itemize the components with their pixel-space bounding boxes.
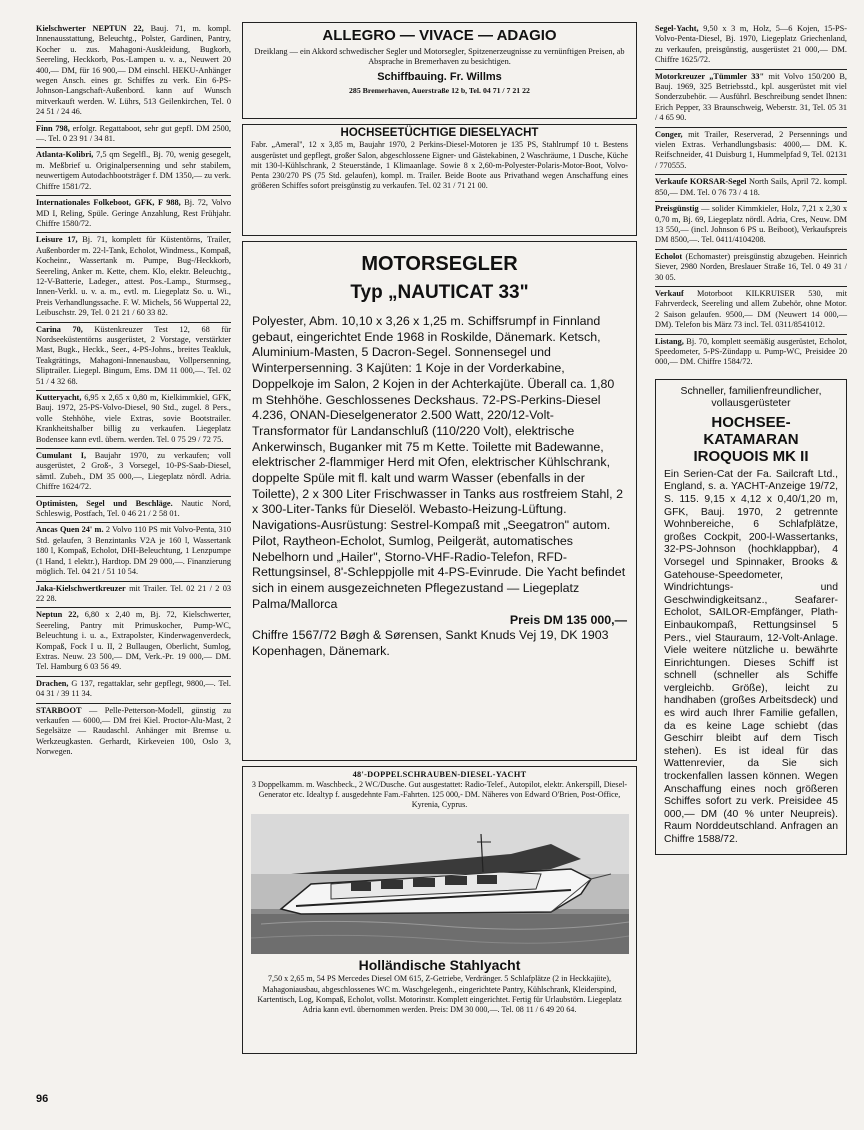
classified-ad [36,582,231,609]
ad-keyword: Echolot [655,251,683,261]
allegro-ad-box [242,22,637,119]
classified-ad [36,233,231,322]
doppelschrauben-headline: 48'-DOPPELSCHRAUBEN-DIESEL-YACHT [352,770,527,779]
classified-ad [655,22,847,70]
ad-text: (Echomaster) preisgünstig abzugeben. Heinrich Siever, 2980 Norden, Breslauer Straße 16, Tel. 0 49 31 / 30 05. [655,251,848,282]
ad-text: G 137, regattaklar, sehr gepflegt, 9800,—. Tel. 04 31 / 39 11 34. [36,678,232,699]
nauticat-price: Preis DM 135 000,— [509,613,627,628]
ad-keyword: Atlanta-Kolibri, [36,150,94,160]
ad-text: mit Volvo 150/200 B, Bauj. 1969, 325 Betriebsstd., kpl. ausgerüstet mit viel Sonderzubehör. — Ausführl. Beschreibung sendet Ihnen: Erich Pepper, 33 Braunschweig, Weberstr. 31, Tel. 05 31 / 4 65 90. [655,71,847,123]
classified-ad [36,323,231,391]
nauticat-subheadline: Typ „NAUTICAT 33" [350,282,529,303]
page-number: 96 [36,1093,49,1105]
ad-text: Motorboot KILKRUISER 530, mit Fahrverdeck, Seereling und allem Zubehör, ohne Motor. 2 Saison gelaufen. 9500,— DM (Neuwert 14 000,— DM). Telefon bis März 73 incl. Tel. 0311/8541012. [655,288,847,330]
ad-keyword: Kutteryacht, [36,393,82,402]
iroquois-ad-box [655,379,847,855]
classified-ad [36,196,231,233]
classified-ad [36,391,231,449]
allegro-headline: ALLEGRO — VIVACE — ADAGIO [322,27,557,44]
ad-text: 6,80 x 2,40 m, Bj. 72, Kielschwerter, Seereling, Pantry mit Primuskocher, Pump-WC, Beleuchtung i. u. a., Extrapolster, Kinderwagenverdeck, Kompaß, Fock I u. II, 2 Bullaugen, Oberlicht, Sumlog, Extras. Neuw. 23 500,— DM, Verk.-Pr. 19 000,— DM. Tel. Hamburg 6 03 56 49. [36,610,231,672]
ad-text: Nautic Nord, Schleswig, Postfach, Tel. 0 46 21 / 2 58 01. [36,498,231,519]
ad-text: Bj. 72, Volvo MD I, Reling, Spüle. Geringe Anzahlung, Rest Frühjahr. Chiffre 1580/72. [36,198,231,228]
ad-text: 6,95 x 2,65 x 0,80 m, Kielkimmkiel, GFK, Bauj. 1972, 25-PS-Volvo-Diesel, 90 Std., zugel. 8 Pers., volle Stehhöhe, viele Extras, sovie Bootstrailer. Krankheitshalber billig zu verkaufen. Liegeplatz Bodensee kann evtl. übern. werden. Tel. 0 75 29 / 72 75. [36,393,231,444]
middle-display-ads-column [242,22,637,1059]
ad-text: Bauj. 71, m. kompl. Innenausstattung, Beleuchtg., Polster, Gardinen, Pantry, Kocher u. zus. Mahagoni-Auskleidung, Bugkorb, Seereling, Heckkorb, Pos.-Lampen u. v. a., Neuwert 20 400,— DM, für 16 900,— DM einschl. HEKU-Anhänger wegen Ansch. eines gr. Schiffes zu verk. Ein 6-PS-Johnson-Langschaft-Außenbord. kann auf Wunsch mitverkauft werden. W. Lührs, 513 Geilenkirchen, Tel. 0 24 51 / 24 46. [36,24,231,117]
iroquois-preheadline: Schneller, familienfreundlicher, vollausgerüsteter [680,385,822,409]
ad-keyword: Carina 70, [36,324,83,334]
ad-text: 2 Volvo 110 PS mit Volvo-Penta, 310 Std. gelaufen, 3 Benzintanks V2A je 160 l, Wassertank 180 l, Kompaß, Echolot, DHI-Beleuchtung, 1 Lenzpumpe (1 Hand, 1 elektr.), Hardtop. DM 29 000,—. Finanzierung möglich. Tel. 04 21 / 51 10 54. [36,525,231,577]
ad-keyword: Jaka-Kielschwertkreuzer [36,583,126,593]
allegro-address: 285 Bremerhaven, Auerstraße 12 b, Tel. 04 71 / 7 21 22 [349,85,530,95]
right-classifieds-column [655,22,847,855]
classified-ad [655,70,847,128]
ad-keyword: Cumulant I, [36,451,87,461]
stahlyacht-ad-box [242,766,637,1054]
ad-keyword: Kielschwerter NEPTUN 22, [36,24,144,33]
ad-keyword: Segel-Yacht, [655,24,699,33]
allegro-text: Dreiklang — ein Akkord schwedischer Segler und Motorsegler, Spitzenerzeugnisse zu vernünftigen Preisen, ab Absprache in Bremerhaven zu besichtigen. [254,47,625,67]
ad-keyword: Drachen, [36,678,69,688]
iroquois-headline: HOCHSEE-KATAMARAN IROQUOIS MK II [693,413,809,465]
ad-text: Baujahr 1970, zu verkaufen; voll ausgerüstet, 2 Groß-, 3 Vorsegel, 10-PS-Saab-Diesel, sämtl. Zubeh., DM 35 000,—, Liegeplatz nördl. Adria. Chiffre 1624/72. [36,451,231,492]
ad-keyword: Neptun 22, [36,610,79,620]
ad-text: mit Trailer. Tel. 02 21 / 2 03 22 28. [36,583,231,603]
classified-ad [36,608,231,676]
ad-text: — Pelle-Petterson-Modell, günstig zu verkaufen — 6000,— DM frei Kiel. Proctor-Alu-Mast, 2 Segelsätze — Raudaschl. Anhänger mit Bremse u. Werkzeugkasten. Gerhardt, Kirkeveien 100, Oslo 3, Norwegen. [36,705,231,757]
motor-yacht-illustration [251,814,629,954]
ad-text: Bj. 71, komplett für Küstentörns, Trailer, Außenborder m. 22-l-Tank, Echolot, Windmess., Kompaß, Kocheinr., Wassertank m. Pumpe, Bug-/Heckkorb, Seereling, Anker m. Kette, chem. Klo, elektr. Beleuchtg., 12-V-Batterie, Ladeger., attest. Pos.-Lamp., Sturmseg., Innen-Verkl. u. v. a. m., evtl. m. Liegeplatz So. u. Wi., Preis Verhandlungssache. F. W. Michels, 56 Wuppertal 22, Leibuschstr. 29, Tel. 0 21 21 / 60 33 82. [36,235,232,318]
ad-keyword: Conger, [655,129,683,139]
left-classifieds-column [36,22,231,761]
classified-ad [36,122,231,149]
classified-ad [655,287,847,335]
classified-ad [655,250,847,287]
stahlyacht-text: 7,50 x 2,65 m, 54 PS Mercedes Diesel OM 615, Z-Getriebe, Verdränger. 5 Schlafplätze (2 in Heckkajüte), Mahagoniausbau, abgeschlossenes WC m. Waschgelegenh., eingerichtete Pantry, Kühlschrank, Kleiderspind, Kartentisch, Log, Kompaß, Echolot, vollst. Motorinstr. Komplett eingerichtet. Fertig für Urlaubstörn. Liegeplatz Adria kann evtl. übernommen werden. Preis: DM 30 000,—. Tel. 08 11 / 6 49 20 64. [257,974,622,1014]
ad-keyword: Preisgünstig [655,204,699,214]
ad-keyword: Leisure 17, [36,235,78,245]
dieselyacht-ad-box [242,124,637,236]
iroquois-body: Ein Serien-Cat der Fa. Sailcraft Ltd., England, s. a. YACHT-Anzeige 19/72, S. 115. 9,15 x 4,12 x 0,40/1,20 m, GFK, Bauj. 1970, 2 getrennte Wohnbereiche, 6 Schlafplätze, großes Cockpit, 200-l-Wassertanks, 32-PS-Johnson (hochklappbar), 4 Vorsegel und Spinnaker, Brooks & Gatehouse-Speedometer, Windrichtungs- und Geschwindigkeitsanz., Seafarer-Echolot, SAILOR-Empfänger, Plath-Einbaukompaß, Rettungsinsel 5 Pers., viel Stauraum, 12-Volt-Anlage. Viele weitere nützliche u. bewährte Einrichtungen. Dieses Schiff ist schnell (schneller als Schiffe vergleichb. Größe), leicht zu handhaben (großes Arbeitsdeck) und es wird auch Ihrer Familie gefallen, da es keine Lage schiebt (das Geschirr bleibt auf dem Tisch stehen). Es ist ideal für das Wattenrevier, da Sie sich trockenfallen lassen können. Wegen Anschaffung eines noch größeren Schiffes sofort zu verk. Preisidee 45 000,— DM (40 % unter Neupreis). Raum Norddeutschland. Anfragen an Chiffre 1588/72. [664,468,838,845]
ad-keyword: Verkaufe KORSAR-Segel [655,177,747,187]
ad-keyword: Verkauf [655,288,684,298]
ad-keyword: Finn 798, [36,123,70,133]
ad-keyword: Ancas Quen 24' m. [36,525,104,535]
classified-ad [36,449,231,497]
dieselyacht-headline: HOCHSEETÜCHTIGE DIESELYACHT [340,127,539,139]
nauticat-body: Polyester, Abm. 10,10 x 3,26 x 1,25 m. Schiffsrumpf in Finnland gebaut, eingerichtet Ende 1968 in Roskilde, Dänemark. Ketsch, Aluminium-Masten, 5 Dacron-Segel. Sonnensegel und Winterpersenning. 3 Kajüten: 1 Koje in der Vorderkabine, Doppelkoje im Salon, 2 Kojen in der Achterkajüte. Überall ca. 1,80 m Stehhöhe. Geschlossenes Deckshaus. 72-PS-Perkins-Diesel 4.236, ONAN-Dieselgenerator 2.500 Watt, 220/12-Volt-Transformator für Landanschluß (110/220 Volt), elektrische Ankerwinsch, Buganker mit 75 m Kette. Toilette mit Badewanne, elektrischer 2-flammiger Herd mit Ofen, elektrischer Kühlschrank, doppelte Spüle mit fl. kalt und warm Wasser (ebenfalls in der Toilette), 2 x 300 Liter Frischwasser in Tanks aus rostfreiem Stahl, 2 x 300-Liter-Tanks für Dieselöl. Webasto-Heizung-Lüftung. Navigations-Ausrüstung: Sestrel-Kompaß mit „Seegatron" autom. Pilot, Raytheon-Echolot, Sumlog, Peilgerät, automatisches Nebelhorn und „Hailer", Storno-VHF-Radio-Telefon, RFD-Rettungsinsel, 8'-Schleppjolle mit 4-PS-Evinrude. Die Yacht befindet sich in einem ausgezeichneten Pflegezustand — Liegeplatz Palma/Mallorca [252,314,626,611]
ad-text: 9,50 x 3 m, Holz, 5—6 Kojen, 15-PS-Volvo-Penta-Diesel, Bj. 1970, Liegeplatz Griechenland, zu verkaufen, preisgünstig, ausgerüstet 21 000,— DM. Chiffre 1625/72. [655,24,848,65]
doppelschrauben-text: 3 Doppelkamm. m. Waschbeck., 2 WC/Dusche. Gut ausgestattet: Radio-Telef., Autopilot, elektr. Ankerspill, Diesel-Generator etc. Idealtyp f. ausgedehnte Fam.-Fahrten. 125 000,- DM. Näheres von Edward O'Brien, Post-Office, Kyrenia, Cyprus. [251,780,628,810]
classified-ad [655,175,847,202]
classified-ad [36,148,231,196]
classified-ad [36,704,231,761]
classified-ad [36,497,231,524]
ad-text: Küstenkreuzer Test 12, 68 für Nordseeküstentörns ausgerüstet, 2 Vorstage, verstärkter Mast, Bugk., Heckk., Seer., 4-PS-Johns., breites Teakluk, Teakgrätings, Mahagoni-Innenausbau, Vollpersenning, Sliptrailer. Liegepl. Bingum, Ems. DM 11 000,—. Tel. 02 51 / 4 32 68. [36,324,231,386]
ad-keyword: Motorkreuzer „Tümmler 33" [655,71,765,81]
dieselyacht-text: Fabr. „Ameral", 12 x 3,85 m, Baujahr 1970, 2 Perkins-Diesel-Motoren je 135 PS, Stahlrumpf 10 t. Bestens ausgerüstet und gepflegt, großer Salon, abgeschlossene Eigner- und Gästekabinen, 2 Waschräume, 1 Dusche, Küche mit 130-l-Kühlschrank, 2 Steuerstände, 1 Klimaanlage. Sowie 8 x 2,60-m-Polyester-Polaris-Motor-Boot, Volvo-Penta 230/270 PS (75 Std. gelaufen), kompl. m. Trailer. Beide Boote aus Privathand wegen Anschaffung eines größeren Schiffes sofort preisgünstig zu verkaufen. Tel. 02 31 / 71 21 00. [251,140,628,191]
ad-text: erfolgr. Regattaboot, sehr gut gepfl. DM 2500,—. Tel. 0 23 91 / 34 81. [36,123,232,144]
nauticat-headline: MOTORSEGLER [361,253,518,275]
ad-keyword: Internationales Folkeboot, GFK, F 988, [36,198,181,208]
stahlyacht-title: Holländische Stahlyacht [358,957,521,974]
nauticat-contact: Chiffre 1567/72 Bøgh & Sørensen, Sankt Knuds Vej 19, DK 1903 Kopenhagen, Dänemark. [252,628,609,659]
classified-ad [655,128,847,176]
ad-text: mit Trailer, Reserverad, 2 Persennings und vielen Extras. Verhandlungsbasis: 4000,— DM. K. Reifschneider, 41 Duisburg 1, Hummelpfad 9, Tel. 02131 / 770555. [655,129,848,170]
classified-ad [655,202,847,250]
ad-keyword: Listang, [655,336,684,346]
classified-ad [36,677,231,704]
allegro-firm: Schiffbauing. Fr. Willms [377,71,502,84]
ad-text: 7,5 qm Segelfl., Bj. 70, wenig gesegelt, m. Meßbrief u. Originalpersenning und sehr stabilem, neuwertigem Autodachbootsträger f. DM 1350,— zu verk. Chiffre 1581/72. [36,150,232,191]
ad-text: — solider Kimmkieler, Holz, 7,21 x 2,30 x 0,70 m, Bj. 69, Liegeplatz nördl. Adria, Cres, Neuw. DM 13 550,— (incl. Johnson 6 PS u. Beiboot), Verkaufspreis DM 8500,—. Tel. 0411/4104208. [655,204,847,245]
classified-ad [36,22,231,122]
ad-text: Bj. 70, komplett seemäßig ausgerüstet, Echolot, Speedometer, 5-PS-Zündapp u. Pump-WC, Preisidee 20 000,— DM. Chiffre 1584/72. [655,336,847,367]
classified-ad [655,335,847,371]
ad-keyword: Optimisten, Segel und Beschläge. [36,498,173,508]
motor-yacht-photo [251,814,629,954]
ad-keyword: STARBOOT [36,705,82,715]
nauticat-ad-box [242,241,637,761]
classified-ad [36,523,231,581]
ad-text: North Sails, April 72. kompl. 850,— DM. Tel. 0 76 73 / 4 18. [655,177,847,197]
